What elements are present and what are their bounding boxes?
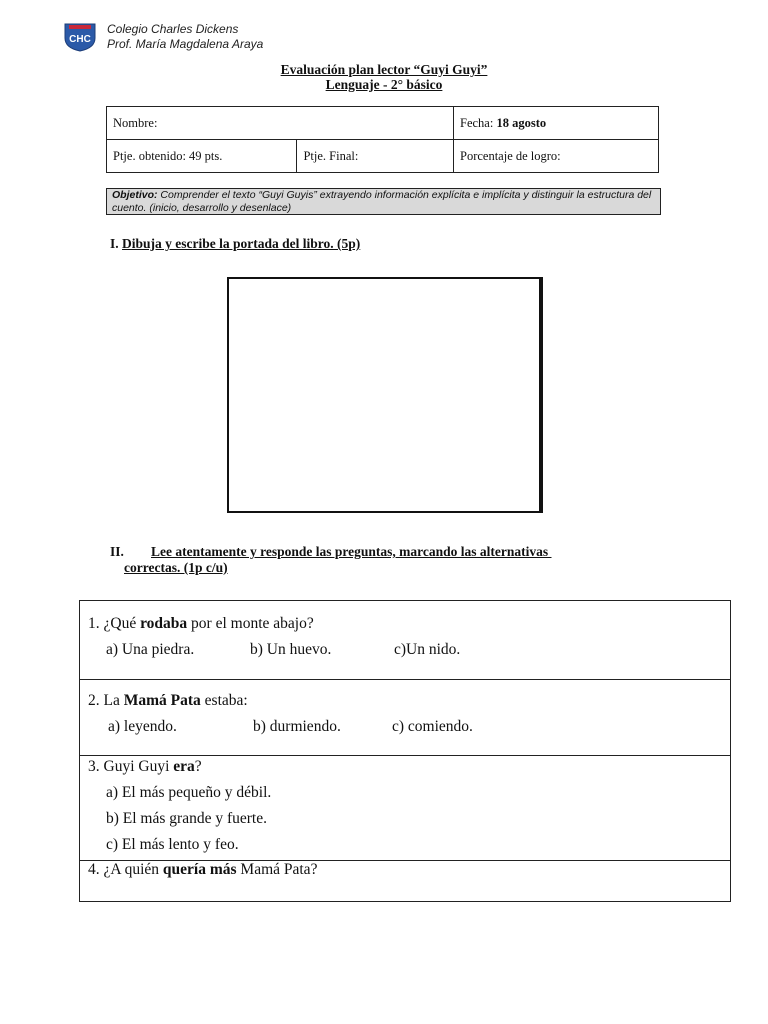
q1-option-c[interactable]: c)Un nido. [394, 641, 461, 658]
nombre-field[interactable]: Nombre: [107, 107, 454, 140]
section-2-instruction-line1: Lee atentamente y responde las preguntas, marcando las alternativas [151, 544, 552, 559]
shield-icon [63, 20, 97, 52]
document-title: Evaluación plan lector “Guyi Guyi” [280, 62, 488, 77]
q3-option-b[interactable]: b) El más grande y fuerte. [106, 810, 267, 827]
q3-option-a[interactable]: a) El más pequeño y débil. [106, 784, 272, 801]
section-1-heading [110, 236, 360, 252]
objective-text: Comprender el texto “Guyi Guyis” extrayendo información explícita e implícita y distinguir la estructura del cuento. (inicio, desarrollo y desenlace) [112, 189, 652, 214]
q2-option-b[interactable]: b) durmiendo. [253, 718, 341, 735]
section-2-number: II. [110, 544, 124, 559]
svg-text:CHC: CHC [69, 34, 91, 45]
questions-box [79, 600, 731, 902]
question-4-text: 4. ¿A quién quería más Mamá Pata? [88, 861, 318, 878]
ptje-obtenido-field: Ptje. obtenido: 49 pts. [107, 140, 297, 173]
objective-label: Objetivo: [112, 189, 158, 201]
question-1 [80, 601, 730, 680]
ptje-final-field[interactable]: Ptje. Final: [297, 140, 454, 173]
document-subtitle: Lenguaje - 2° básico [325, 77, 443, 92]
porcentaje-field[interactable]: Porcentaje de logro: [454, 140, 659, 173]
section-1-instruction: Dibuja y escribe la portada del libro. (5p) [122, 236, 361, 251]
q3-option-c[interactable]: c) El más lento y feo. [106, 836, 239, 853]
student-info-table [106, 106, 659, 173]
q2-option-a[interactable]: a) leyendo. [108, 718, 177, 735]
question-2 [80, 680, 730, 756]
q2-option-c[interactable]: c) comiendo. [392, 718, 473, 735]
question-3-text: 3. Guyi Guyi era? [88, 758, 202, 775]
school-logo [63, 20, 97, 52]
school-name: Colegio Charles Dickens [107, 22, 239, 36]
drawing-box[interactable] [227, 277, 541, 513]
q1-option-a[interactable]: a) Una piedra. [106, 641, 195, 658]
fecha-field: Fecha: 18 agosto [454, 107, 659, 140]
school-header [107, 22, 263, 52]
question-3 [80, 756, 730, 861]
teacher-name: Prof. María Magdalena Araya [107, 37, 264, 51]
objective-box [106, 188, 661, 215]
section-2-instruction-line2: correctas. (1p c/u) [124, 560, 228, 575]
question-1-text: 1. ¿Qué rodaba por el monte abajo? [88, 615, 314, 632]
question-2-text: 2. La Mamá Pata estaba: [88, 692, 248, 709]
section-1-number: I. [110, 236, 119, 251]
q1-option-b[interactable]: b) Un huevo. [250, 641, 332, 658]
